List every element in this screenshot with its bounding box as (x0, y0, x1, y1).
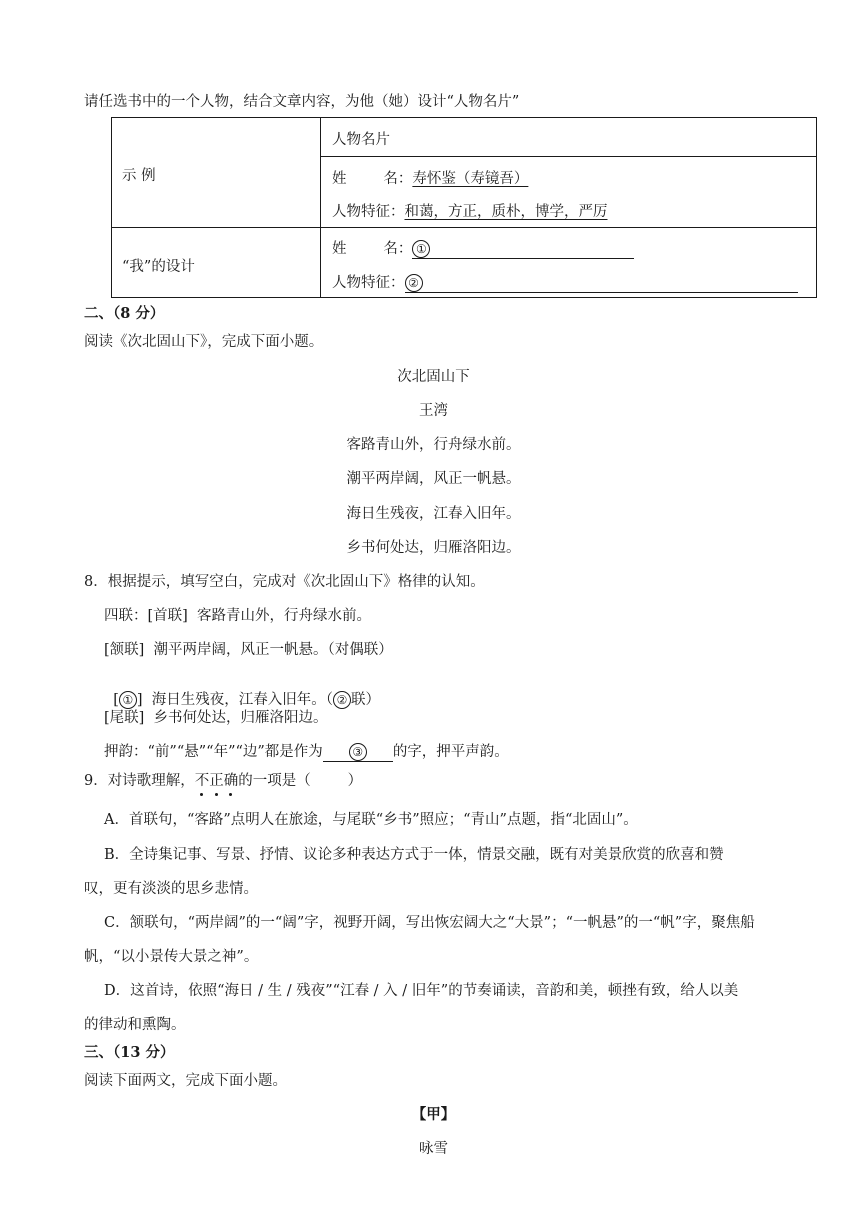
emphasis-char: 正 (209, 773, 224, 789)
traits-blank[interactable] (405, 274, 798, 293)
section-3-instruction: 阅读下面两文，完成下面小题。 (84, 1073, 287, 1089)
example-name-value: 寿怀鉴（寿镜吾） (412, 171, 529, 187)
q8-line-third (104, 672, 380, 709)
blank-marker-3: ③ (349, 743, 367, 761)
option-c[interactable]: C．颔联句，“两岸阔”的一“阔”字，视野开阔，写出恢宏阔大之“大景”；“一帆悬”的一“帆”字，聚焦船 (104, 915, 755, 931)
example-label: 示 例 (122, 168, 156, 184)
passage-title: 咏雪 (419, 1141, 448, 1157)
passage-label: 【甲】 (411, 1106, 456, 1123)
q9-stem-end: 的一项是（ ） (238, 773, 363, 789)
q8-line-hanlian: [颔联] 潮平两岸阔，风正一帆悬。（对偶联） (104, 642, 393, 658)
poem-line: 海日生残夜，江春入旧年。 (346, 506, 521, 522)
q8-rhyme-line (104, 740, 509, 762)
option-b-continued: 叹，更有淡淡的思乡悲情。 (84, 881, 258, 897)
name-blank[interactable] (412, 240, 634, 259)
option-b[interactable]: B．全诗集记事、写景、抒情、议论多种表达方式于一体，情景交融，既有对美景欣赏的欣喜和赞 (104, 847, 724, 863)
emphasis-char: 确 (223, 773, 239, 789)
table-divider (112, 227, 816, 228)
my-traits-label: 人物特征： (332, 275, 405, 291)
section-2-heading: 二、（8 分） (84, 305, 165, 322)
poem-author: 王湾 (419, 403, 448, 419)
q8-line-shoulian: 四联：[首联] 客路青山外，行舟绿水前。 (104, 608, 372, 624)
option-d[interactable]: D．这首诗，依照“海日 / 生 / 残夜”“江春 / 入 / 旧年”的节奏诵读，音韵和美，顿挫有致，给人以美 (104, 983, 739, 999)
poem-line: 客路青山外，行舟绿水前。 (346, 437, 521, 453)
card-title: 人物名片 (332, 132, 390, 148)
example-traits-label: 人物特征： (332, 204, 405, 220)
rhyme-text: 押韵：“前”“悬”“年”“边”都是作为 (104, 744, 323, 760)
option-c-continued: 帆，“以小景传大景之神”。 (84, 949, 259, 965)
example-traits-row (332, 200, 608, 221)
my-name-row (332, 237, 634, 259)
blank-marker-2: ② (405, 274, 423, 292)
option-a[interactable]: A．首联句，“客路”点明人在旅途，与尾联“乡书”照应；“青山”点题，指“北固山”。 (104, 812, 638, 828)
example-traits-value: 和蔼，方正，质朴，博学，严厉 (404, 204, 608, 220)
emphasis-char: 不 (194, 773, 210, 789)
example-name-label: 姓 名： (332, 171, 413, 187)
rhyme-blank[interactable] (323, 743, 393, 762)
poem-title: 次北固山下 (397, 369, 470, 385)
bracket-open: [ (113, 692, 119, 708)
table-divider (320, 156, 816, 157)
blank-marker-1: ① (412, 240, 430, 258)
blank-marker-2[interactable]: ② (333, 691, 351, 709)
my-traits-row (332, 271, 798, 293)
q9-stem-text: 9．对诗歌理解， (84, 773, 195, 789)
option-d-continued: 的律动和熏陶。 (84, 1017, 186, 1033)
q8-line-third-end: 联） (351, 692, 381, 708)
question-9-stem (84, 769, 362, 790)
poem-line: 乡书何处达，归雁洛阳边。 (346, 540, 521, 556)
table-divider (320, 118, 321, 297)
question-8-stem: 8．根据提示，填写空白，完成对《次北固山下》格律的认知。 (84, 574, 485, 590)
q8-line-third-text: ] 海日生残夜，江春入旧年。（ (136, 692, 334, 708)
section-3-heading: 三、（13 分） (84, 1044, 175, 1061)
section-2-instruction: 阅读《次北固山下》，完成下面小题。 (84, 334, 324, 350)
example-name-row (332, 167, 528, 188)
q8-line-weilian: [尾联] 乡书何处达，归雁洛阳边。 (104, 710, 328, 726)
rhyme-text-end: 的字，押平声韵。 (392, 744, 509, 760)
my-name-label: 姓 名： (332, 241, 413, 257)
my-design-label: “我”的设计 (122, 259, 195, 275)
character-card-table (111, 117, 817, 298)
blank-marker-1[interactable]: ① (119, 691, 137, 709)
card-task-instruction: 请任选书中的一个人物，结合文章内容，为他（她）设计“人物名片” (84, 94, 520, 110)
poem-line: 潮平两岸阔，风正一帆悬。 (346, 471, 521, 487)
